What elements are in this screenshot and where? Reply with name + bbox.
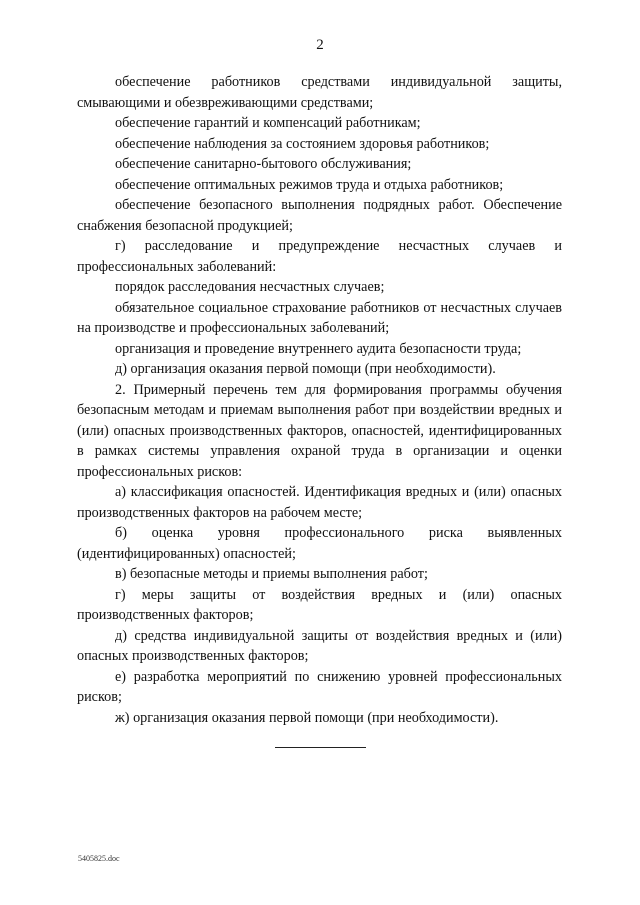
- paragraph: г) расследование и предупреждение несчастных случаев и профессиональных заболеваний:: [77, 238, 562, 275]
- paragraph: обязательное социальное страхование работников от несчастных случаев на производстве и профессиональных заболеваний;: [77, 299, 562, 336]
- paragraph: б) оценка уровня профессионального риска выявленных (идентифицированных) опасностей;: [77, 525, 562, 562]
- paragraph: д) средства индивидуальной защиты от воздействия вредных и (или) опасных производственных факторов;: [77, 627, 562, 664]
- paragraph: порядок расследования несчастных случаев;: [115, 279, 385, 295]
- paragraph: ж) организация оказания первой помощи (при необходимости).: [115, 709, 499, 726]
- paragraph: обеспечение безопасного выполнения подрядных работ. Обеспечение снабжения безопасной продукцией;: [77, 197, 562, 234]
- paragraph: г) меры защиты от воздействия вредных и (или) опасных производственных факторов;: [77, 586, 562, 623]
- paragraph: е) разработка мероприятий по снижению уровней профессиональных рисков;: [77, 668, 562, 705]
- paragraph: обеспечение гарантий и компенсаций работникам;: [115, 115, 421, 131]
- paragraph: обеспечение санитарно-бытового обслуживания;: [115, 156, 412, 172]
- page-number: 2: [316, 37, 324, 53]
- paragraph: а) классификация опасностей. Идентификация вредных и (или) опасных производственных факторов на рабочем месте;: [77, 484, 562, 521]
- paragraph: организация и проведение внутреннего аудита безопасности труда;: [115, 340, 522, 357]
- paragraph: обеспечение оптимальных режимов труда и отдыха работников;: [115, 176, 504, 193]
- paragraph: 2. Примерный перечень тем для формирования программы обучения безопасным методам и приемам выполнения работ при воздействии вредных и (или) опасных производственных факторов, опасностей, идентифицированных в рамках системы управления охраной труда в организации и оценки профессиональных рисков:: [77, 381, 562, 480]
- end-divider: [275, 747, 366, 748]
- paragraph: обеспечение работников средствами индивидуальной защиты, смывающими и обезвреживающими средствами;: [77, 74, 562, 111]
- paragraph: обеспечение наблюдения за состоянием здоровья работников;: [115, 135, 490, 152]
- footer-filename: 5405825.doc: [78, 854, 120, 863]
- paragraph: в) безопасные методы и приемы выполнения работ;: [115, 566, 428, 582]
- paragraph: д) организация оказания первой помощи (при необходимости).: [115, 361, 496, 377]
- document-body: [77, 72, 562, 728]
